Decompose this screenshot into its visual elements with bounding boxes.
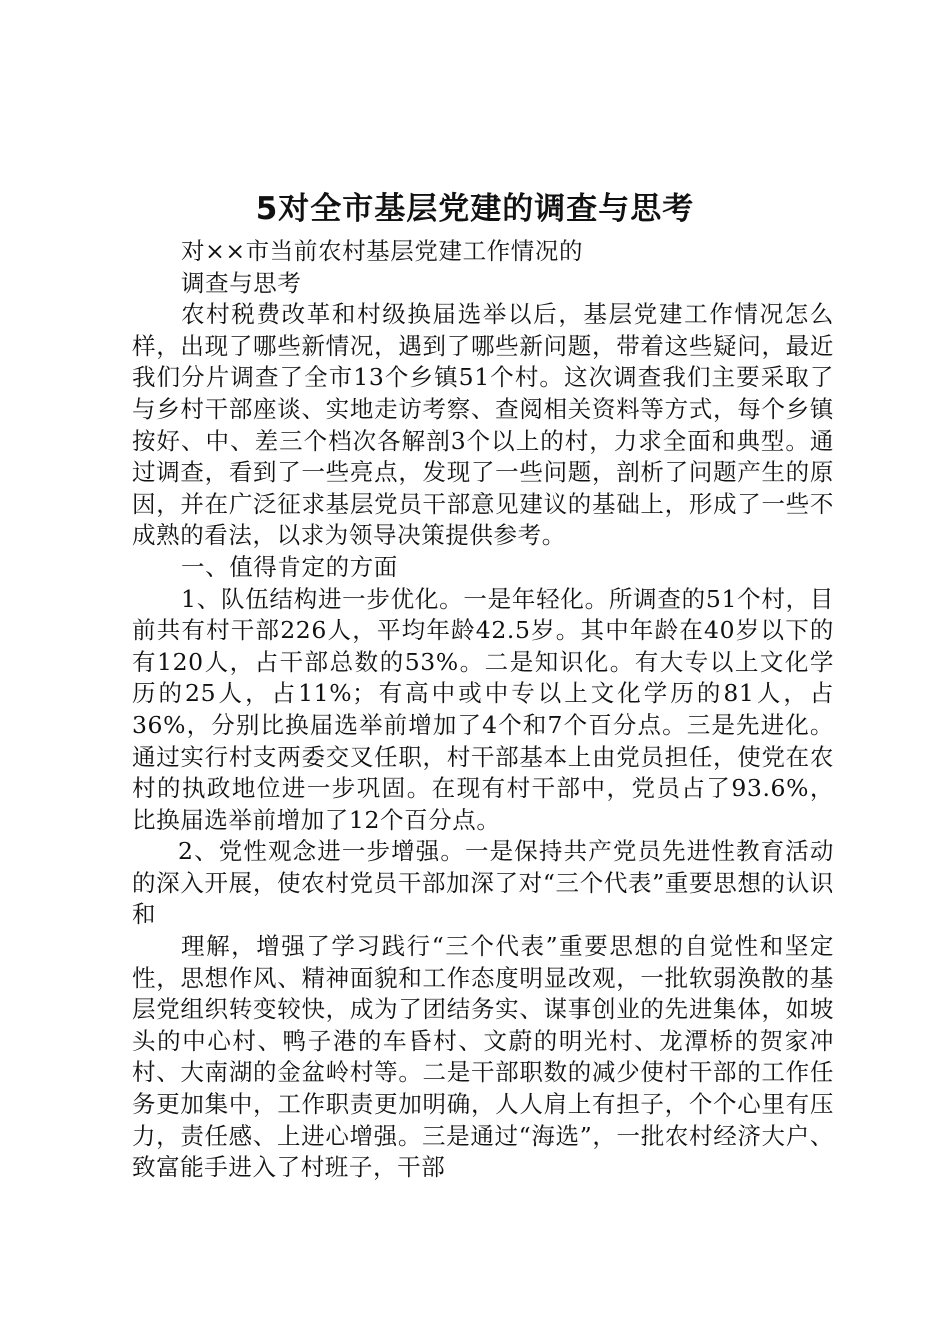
document-body <box>132 236 834 1184</box>
section-heading: 一、值得肯定的方面 <box>181 552 398 581</box>
subtitle-line-2: 调查与思考 <box>181 268 302 297</box>
document-title: 5对全市基层党建的调查与思考 <box>255 191 695 227</box>
subtitle-line-1: 对××市当前农村基层党建工作情况的 <box>181 237 584 265</box>
paragraph-continued: 理解，增强了学习践行“三个代表”重要思想的自觉性和坚定性，思想作风、精神面貌和工作态度明显改观，一批软弱涣散的基层党组织转变较快，成为了团结务实、谋事创业的先进集体，如坡头的中心村、鸭子港的车昏村、文蔚的明光村、龙潭桥的贺家冲村、大南湖的金盆岭村等。二是干部职数的减少使村干部的工作任务更加集中，工作职责更加明确，人人肩上有担子，个个心里有压力，责任感、上进心增强。三是通过“海选”，一批农村经济大户、致富能手进入了村班子，干部 <box>132 932 834 1182</box>
paragraph-intro: 农村税费改革和村级换届选举以后，基层党建工作情况怎么样，出现了哪些新情况，遇到了哪些新问题，带着这些疑问，最近我们分片调查了全市13个乡镇51个村。这次调查我们主要采取了与乡村干部座谈、实地走访考察、查阅相关资料等方式，每个乡镇按好、中、差三个档次各解剖3个以上的村，力求全面和典型。通过调查，看到了一些亮点，发现了一些问题，剖析了问题产生的原因，并在广泛征求基层党员干部意见建议的基础上，形成了一些不成熟的看法，以求为领导决策提供参考。 <box>132 300 834 550</box>
paragraph-point-2: 2、党性观念进一步增强。一是保持共产党员先进性教育活动的深入开展，使农村党员干部加深了对“三个代表”重要思想的认识和 <box>132 837 834 929</box>
paragraph-point-1: 1、队伍结构进一步优化。一是年轻化。所调查的51个村，目前共有村干部226人，平均年龄42.5岁。其中年龄在40岁以下的有120人，占干部总数的53%。二是知识化。有大专以上文化学历的25人，占11%；有高中或中专以上文化学历的81人，占36%，分别比换届选举前增加了4个和7个百分点。三是先进化。通过实行村支两委交叉任职，村干部基本上由党员担任，使党在农村的执政地位进一步巩固。在现有村干部中，党员占了93.6%，比换届选举前增加了12个百分点。 <box>132 584 834 834</box>
